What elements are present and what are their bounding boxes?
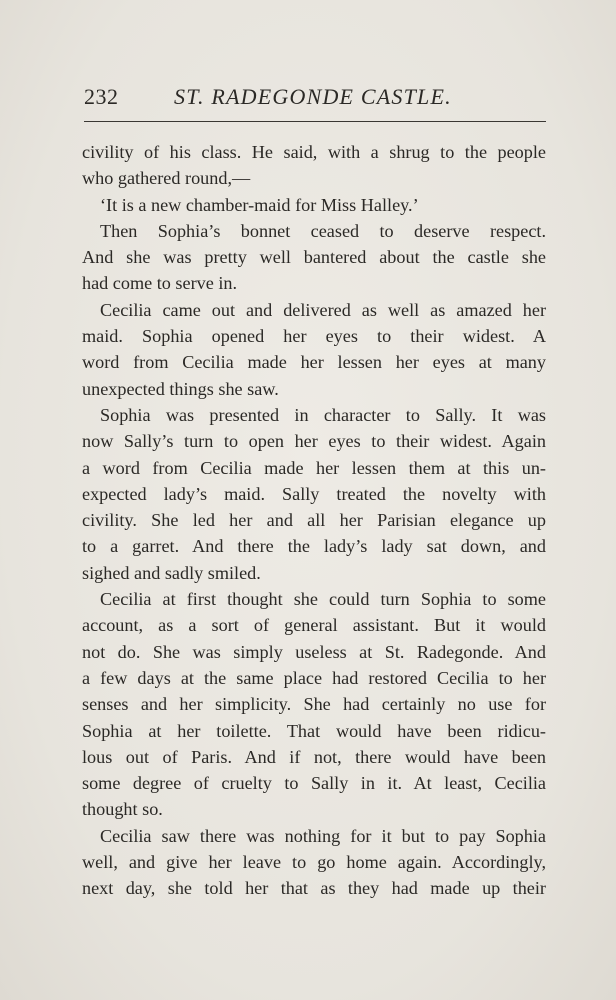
text-line: Sophia was presented in character to Sally. It was [100, 404, 546, 425]
page-number: 232 [84, 84, 119, 109]
text-line: sighed and sadly smiled. [82, 562, 261, 583]
text-line: account, as a sort of general assistant. But it would [82, 615, 546, 636]
text-line: Cecilia came out and delivered as well as amazed her [100, 299, 546, 320]
text-line: unexpected things she saw. [82, 378, 279, 399]
text-line: lous out of Paris. And if not, there would have been [82, 746, 546, 767]
text-line: had come to serve in. [82, 273, 238, 294]
text-line: word from Cecilia made her lessen her eyes at many [82, 352, 546, 373]
text-line: a few days at the same place had restored Cecilia to her [82, 667, 546, 688]
text-line: who gathered round,— [82, 168, 251, 189]
text-line: next day, she told her that as they had made up their [82, 878, 546, 899]
text-line: expected lady’s maid. Sally treated the novelty with [82, 483, 546, 504]
text-line: Cecilia at first thought she could turn Sophia to some [100, 589, 546, 610]
text-line: maid. Sophia opened her eyes to their widest. A [82, 326, 546, 347]
text-line: thought so. [82, 799, 163, 820]
text-line: some degree of cruelty to Sally in it. At least, Cecilia [82, 773, 546, 794]
text-line: senses and her simplicity. She had certainly no use for [82, 694, 546, 715]
text-line: ‘It is a new chamber-maid for Miss Halley.’ [100, 194, 419, 215]
body-text [82, 139, 546, 902]
text-line: Sophia at her toilette. That would have been ridicu- [82, 720, 546, 741]
text-line: well, and give her leave to go home again. Accordingly, [82, 852, 546, 873]
text-line: to a garret. And there the lady’s lady sat down, and [82, 536, 546, 557]
text-line: civility of his class. He said, with a shrug to the people [82, 142, 546, 162]
header-rule [84, 121, 546, 122]
running-title: ST. RADEGONDE CASTLE. [174, 84, 452, 109]
text-line: Cecilia saw there was nothing for it but to pay Sophia [100, 825, 546, 846]
text-line: not do. She was simply useless at St. Radegonde. And [82, 641, 546, 662]
text-line: a word from Cecilia made her lessen them at this un- [82, 457, 546, 478]
text-line: civility. She led her and all her Parisian elegance up [82, 510, 546, 531]
text-line: Then Sophia’s bonnet ceased to deserve respect. [100, 220, 546, 241]
page-header [84, 82, 546, 112]
text-line: And she was pretty well bantered about the castle she [82, 247, 546, 268]
text-line: now Sally’s turn to open her eyes to their widest. Again [82, 431, 546, 452]
